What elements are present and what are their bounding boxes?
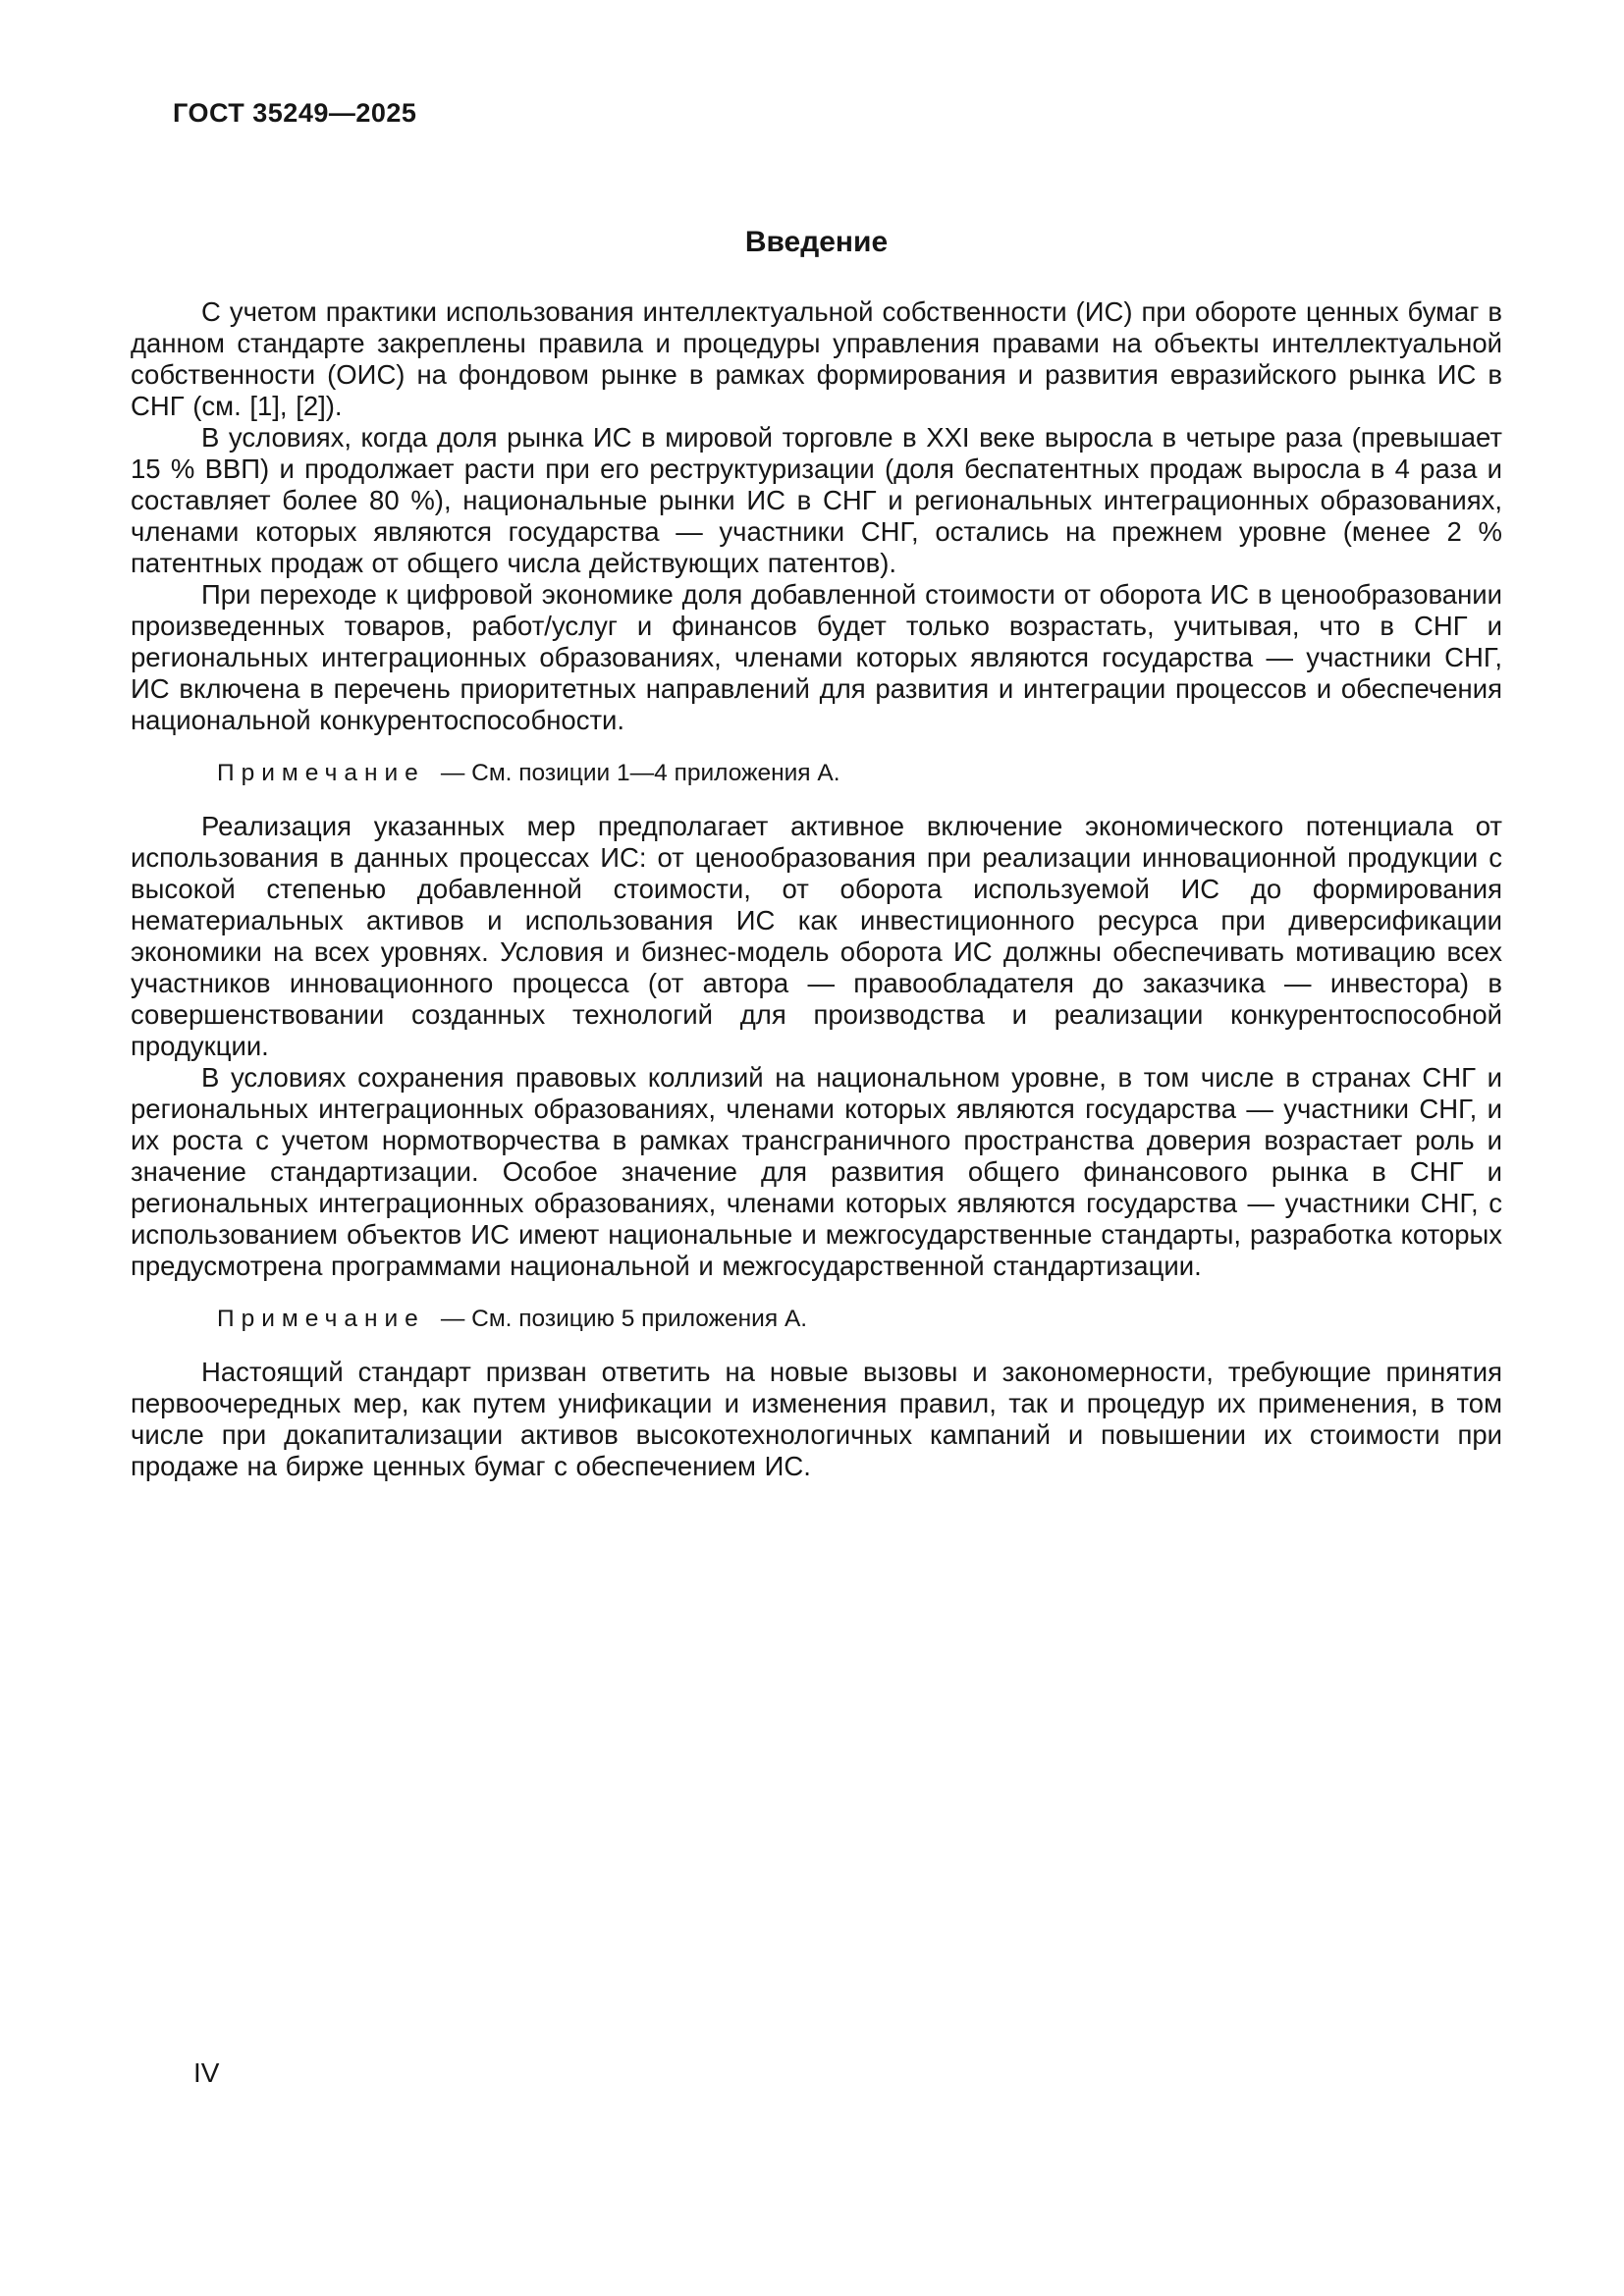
note-1-label: Примечание (217, 760, 425, 786)
introduction-section (131, 226, 1502, 1482)
paragraph-4: Реализация указанных мер предполагает активное включение экономического потенциала от использования в данных процессах ИС: от ценообразования при реализации инновационной продукции с высокой степенью добавленной стоимости, от оборота используемой ИС до формирования нематериальных активов и использования ИС как инвестиционного ресурса при диверсификации экономики на всех уровнях. Условия и бизнес-модель оборота ИС должны обеспечивать мотивацию всех участников инновационного процесса (от автора — правообладателя до заказчика — инвестора) в совершенствовании созданных технологий для производства и реализации конкурентоспособной продукции. (131, 811, 1502, 1061)
document-header-code: ГОСТ 35249—2025 (173, 98, 417, 128)
paragraph-5: В условиях сохранения правовых коллизий на национальном уровне, в том числе в странах СНГ и региональных интеграционных образованиях, членами которых являются государства — участники СНГ, и их роста с учетом нормотворчества в рамках трансграничного пространства доверия возрастает роль и значение стандартизации. Особое значение для развития общего финансового рынка в СНГ и региональных интеграционных образованиях, членами которых являются государства — участники СНГ, с использованием объектов ИС имеют национальные и межгосударственные стандарты, разработка которых предусмотрена программами национальной и межгосударственной стандартизации. (131, 1062, 1502, 1281)
paragraph-3: При переходе к цифровой экономике доля добавленной стоимости от оборота ИС в ценообразовании произведенных товаров, работ/услуг и финансов будет только возрастать, учитывая, что в СНГ и региональных интеграционных образованиях, членами которых являются государства — участники СНГ, ИС включена в перечень приоритетных направлений для развития и интеграции процессов и обеспечения национальной конкурентоспособности. (131, 579, 1502, 735)
paragraph-2: В условиях, когда доля рынка ИС в мировой торговле в XXI веке выросла в четыре раза (превышает 15 % ВВП) и продолжает расти при его реструктуризации (доля беспатентных продаж выросла в 4 раза и составляет более 80 %), национальные рынки ИС в СНГ и региональных интеграционных образованиях, членами которых являются государства — участники СНГ, остались на прежнем уровне (менее 2 % патентных продаж от общего числа действующих патентов). (131, 422, 1502, 578)
note-1 (131, 760, 1502, 787)
note-1-text: — См. позиции 1—4 приложения А. (440, 760, 840, 786)
paragraph-6: Настоящий стандарт призван ответить на новые вызовы и закономерности, требующие принятия первоочередных мер, как путем унификации и изменения правил, так и процедур их применения, в том числе при докапитализации активов высокотехнологичных кампаний и повышении их стоимости при продаже на бирже ценных бумаг с обеспечением ИС. (131, 1357, 1502, 1481)
note-2-text: — См. позицию 5 приложения А. (440, 1306, 808, 1332)
page-number: IV (193, 2057, 220, 2088)
note-2 (131, 1306, 1502, 1333)
note-2-label: Примечание (217, 1306, 425, 1332)
section-title: Введение (744, 226, 889, 258)
paragraph-1: С учетом практики использования интеллектуальной собственности (ИС) при обороте ценных бумаг в данном стандарте закреплены правила и процедуры управления правами на объекты интеллектуальной собственности (ОИС) на фондовом рынке в рамках формирования и развития евразийского рынка ИС в СНГ (см. [1], [2]). (131, 296, 1502, 421)
